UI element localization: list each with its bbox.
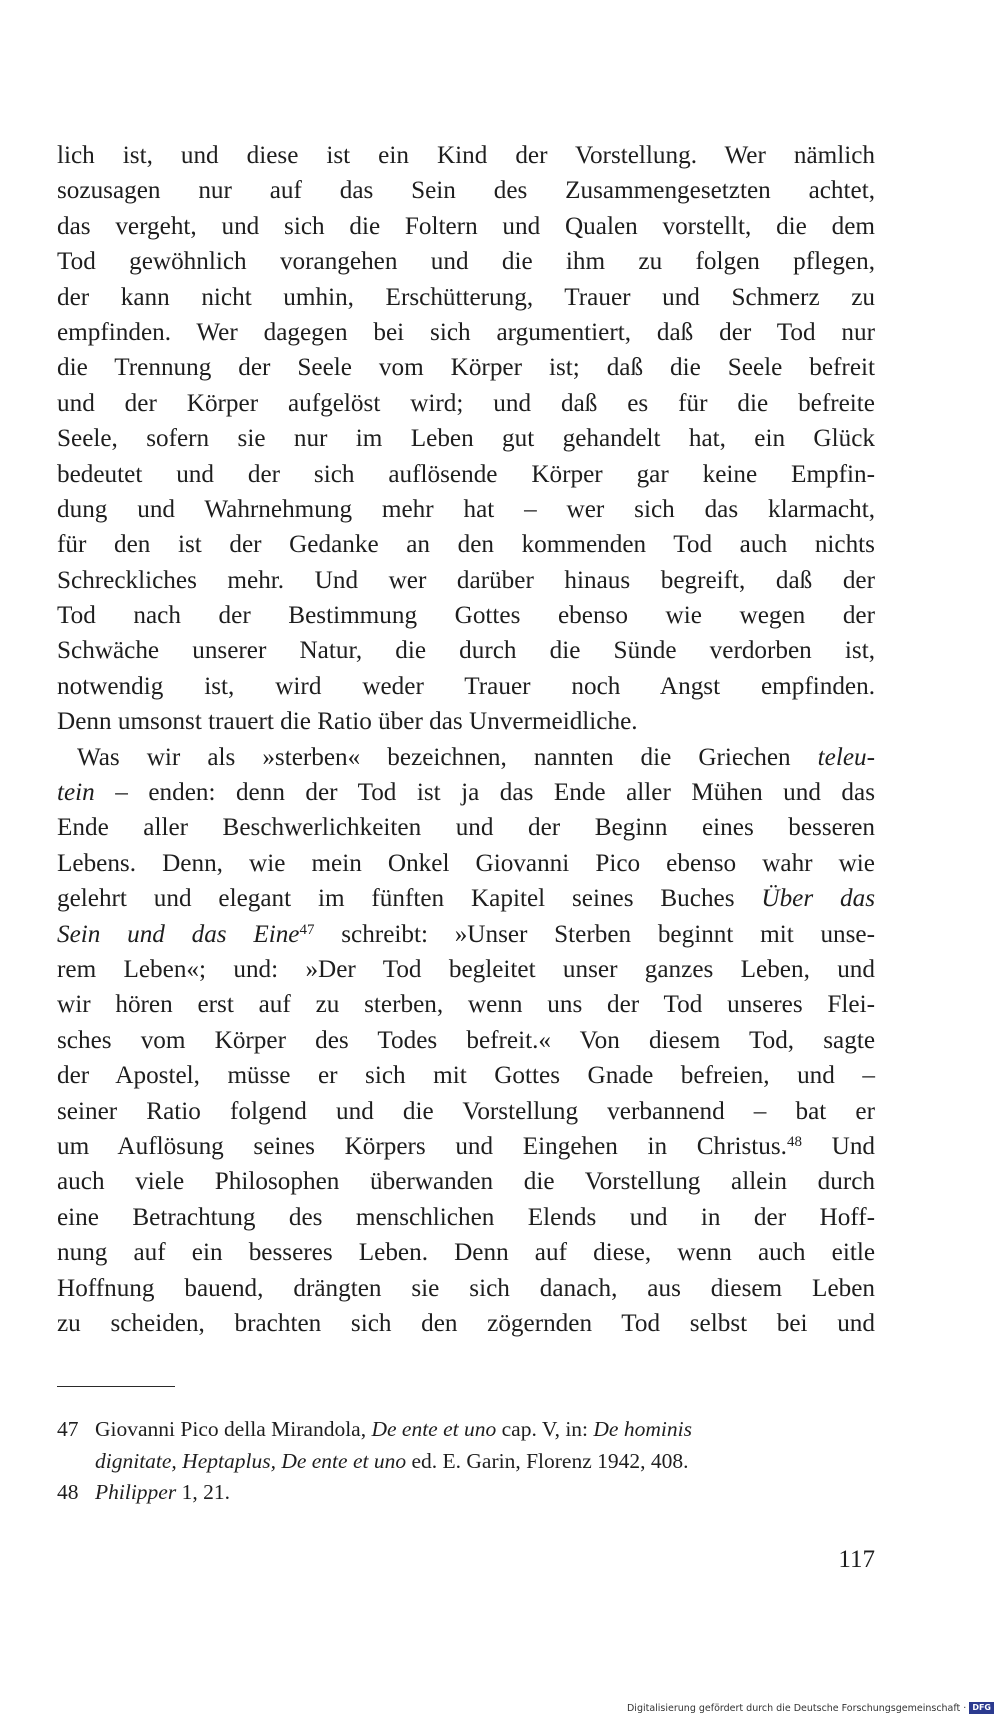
footnote-48 [57,1477,875,1509]
text-line: Seele, sofern sie nur im Leben gut gehandelt hat, ein Glück [57,425,875,453]
text-line: das vergeht, und sich die Foltern und Qualen vorstellt, die dem [57,212,875,240]
text-line: Tod nach der Bestimmung Gottes ebenso wie wegen der [57,602,875,630]
footnote-title: De ente et uno [371,1417,497,1441]
text-line: die Trennung der Seele vom Körper ist; daß die Seele befreit [57,354,875,382]
footnote-ref-48[interactable]: 48 [786,1133,802,1150]
text-line: sches vom Körper des Todes befreit.« Von diesem Tod, sagte [57,1026,875,1054]
text-line [57,1129,875,1164]
footnote-number: 47 [57,1417,79,1441]
footnote-title: dignitate, Heptaplus, De ente et uno [95,1448,407,1473]
text-line: wir hören erst auf zu sterben, wenn uns der Tod unseres Flei- [57,991,875,1019]
text-line: seiner Ratio folgend und die Vorstellung verbannend – bat er [57,1097,875,1125]
footnote-separator [57,1386,175,1387]
footnote-47-continued [57,1446,875,1478]
text-line: der Apostel, müsse er sich mit Gottes Gnade befreien, und – [57,1062,875,1090]
text-span: um Auflösung seines Körpers und Eingehen in Christus. [57,1132,787,1160]
credit-text: Digitalisierung gefördert durch die Deutsche Forschungsgemeinschaft · [626,1702,967,1714]
text-line: sozusagen nur auf das Sein des Zusammengesetzten achtet, [57,177,875,205]
text-line: zu scheiden, brachten sich den zögernden Tod selbst bei und [57,1309,875,1337]
text-line: Schreckliches mehr. Und wer darüber hinaus begreift, daß der [57,566,875,594]
footnote-ref-47[interactable]: 47 [299,921,315,938]
text-span: gelehrt und elegant im fünften Kapitel seines Buches [57,885,735,913]
footnote-text: ed. E. Garin, Florenz 1942, 408. [411,1448,689,1473]
text-line: dung und Wahrnehmung mehr hat – wer sich das klarmacht, [57,495,875,523]
text-line: Tod gewöhnlich vorangehen und die ihm zu folgen pflegen, [57,248,875,276]
text-line: Schwäche unserer Natur, die durch die Sünde verdorben ist, [57,637,875,665]
text-span: schreibt: »Unser Sterben beginnt mit unse- [341,920,875,948]
text-line: Denn umsonst trauert die Ratio über das Unvermeidliche. [57,708,638,736]
italic-term: teleu- [817,743,875,771]
text-line: Lebens. Denn, wie mein Onkel Giovanni Pico ebenso wahr wie [57,849,875,877]
text-span: Und [831,1132,876,1160]
text-line: auch viele Philosophen überwanden die Vorstellung allein durch [57,1168,875,1196]
text-line: bedeutet und der sich auflösende Körper gar keine Empfin- [57,460,875,488]
footnote-number: 48 [57,1480,79,1504]
text-line: rem Leben«; und: »Der Tod begleitet unser ganzes Leben, und [57,955,875,983]
text-line [57,881,875,916]
digitization-credit [627,1702,994,1714]
text-line: notwendig ist, wird weder Trauer noch Angst empfinden. [57,672,875,700]
text-line [57,775,875,810]
footnote-47 [57,1414,875,1446]
text-line: der kann nicht umhin, Erschütterung, Trauer und Schmerz zu [57,283,875,311]
text-line: Hoffnung bauend, drängten sie sich danach, aus diesem Leben [57,1274,875,1302]
text-line: und der Körper aufgelöst wird; und daß es für die befreite [57,389,875,417]
footnote-title: Philipper [95,1480,177,1504]
text-span: – enden: denn der Tod ist ja das Ende aller Mühen und das [115,779,875,807]
text-line [57,917,875,952]
book-title: Sein und das Eine [57,920,300,948]
footnote-text: cap. V, in: [501,1417,589,1441]
text-line: lich ist, und diese ist ein Kind der Vorstellung. Wer nämlich [57,142,875,169]
footnote-title: De hominis [593,1417,692,1441]
text-line: nung auf ein besseres Leben. Denn auf diese, wenn auch eitle [57,1239,875,1267]
book-title: Über das [761,885,875,913]
footnote-text: 1, 21. [181,1480,230,1504]
footnotes [57,1414,875,1509]
body-text [57,138,875,1341]
text-line: für den ist der Gedanke an den kommenden Tod auch nichts [57,531,875,559]
text-line [57,740,875,775]
text-line: Ende aller Beschwerlichkeiten und der Beginn eines besseren [57,814,875,842]
dfg-logo-icon: DFG [969,1702,994,1714]
footnote-text: Giovanni Pico della Mirandola, [95,1417,367,1441]
text-span: Was wir als »sterben« bezeichnen, nannten die Griechen [77,743,791,771]
page-number: 117 [838,1546,875,1573]
italic-term: tein [57,779,95,807]
text-line: eine Betrachtung des menschlichen Elends und in der Hoff- [57,1203,875,1231]
text-line: empfinden. Wer dagegen bei sich argumentiert, daß der Tod nur [57,318,875,346]
